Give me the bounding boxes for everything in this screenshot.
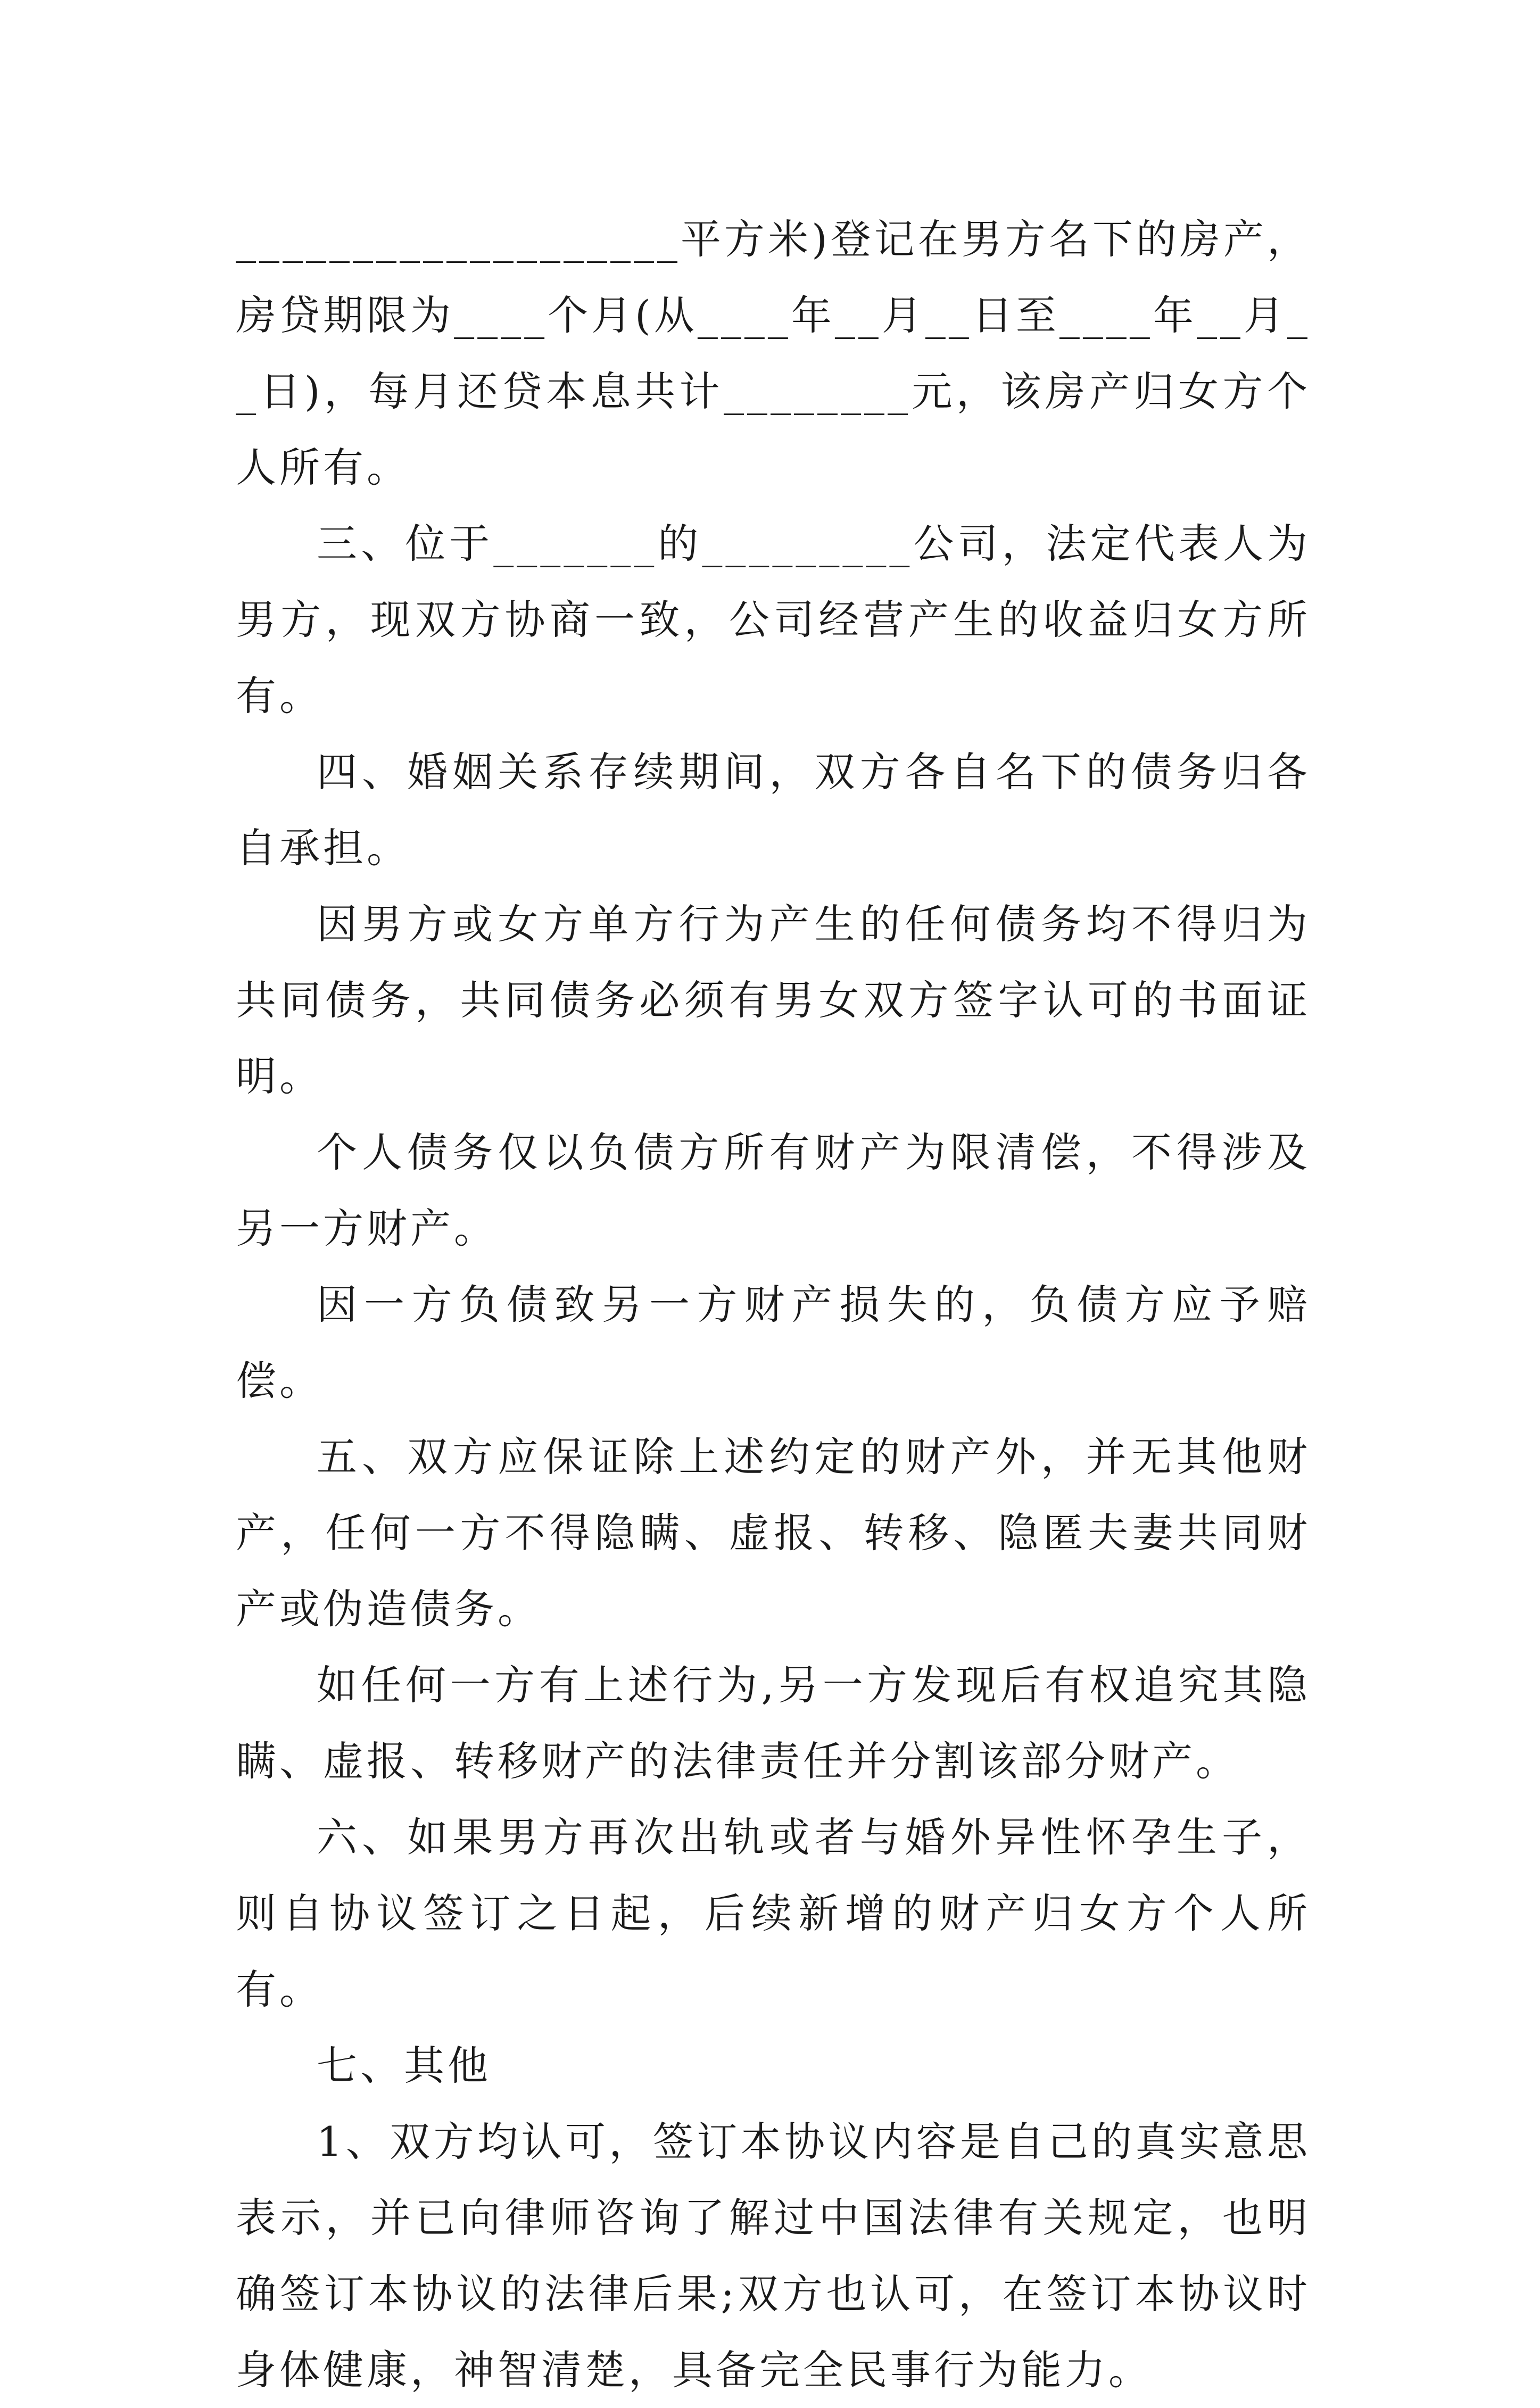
paragraph-clause-3-company: 三、位于_______的_________公司，法定代表人为男方，现双方协商一致，公司经营产生的收益归女方所有。 [236,520,1311,719]
document-body [236,201,1311,2408]
paragraph-clause-5-disclosure: 五、双方应保证除上述约定的财产外，并无其他财产，任何一方不得隐瞒、虚报、转移、隐匿夫妻共同财产或伪造债务。 [236,1433,1311,1633]
paragraph-clause-4-debts: 四、婚姻关系存续期间，双方各自名下的债务归各自承担。 [236,748,1311,872]
paragraph-house-clause-continued: ___________________平方米)登记在男方名下的房产，房贷期限为____个月(从____年__月__日至____年__月__日)，每月还贷本息共计________元，该房产归女方个人所有。 [236,216,1311,491]
paragraph-clause-4-compensation: 因一方负债致另一方财产损失的，负债方应予赔偿。 [236,1281,1311,1404]
paragraph-clause-7-item-1: 1、双方均认可，签订本协议内容是自己的真实意思表示，并已向律师咨询了解过中国法律有关规定，也明确签订本协议的法律后果;双方也认可，在签订本协议时身体健康，神智清楚，具备完全民事行为能力。 [236,2118,1311,2394]
paragraph-clause-5-liability: 如任何一方有上述行为,另一方发现后有权追究其隐瞒、虚报、转移财产的法律责任并分割该部分财产。 [236,1661,1311,1785]
paragraph-clause-4-unilateral-debt: 因男方或女方单方行为产生的任何债务均不得归为共同债务，共同债务必须有男女双方签字认可的书面证明。 [236,900,1311,1100]
paragraph-clause-6-infidelity: 六、如果男方再次出轨或者与婚外异性怀孕生子，则自协议签订之日起，后续新增的财产归女方个人所有。 [236,1814,1311,2013]
paragraph-clause-4-personal-debt: 个人债务仅以负债方所有财产为限清偿，不得涉及另一方财产。 [236,1129,1311,1252]
paragraph-clause-7-heading: 七、其他 [317,2042,491,2089]
